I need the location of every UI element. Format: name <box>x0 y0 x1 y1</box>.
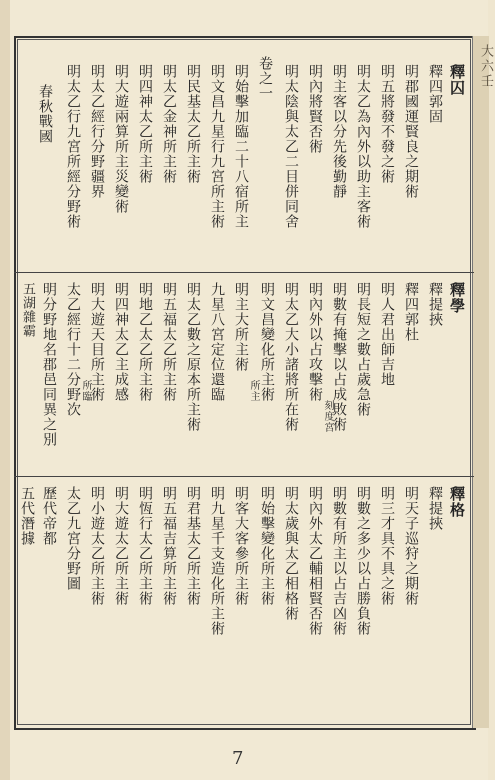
section1-col-6: 明太陰與太乙二目併同舍 <box>283 64 299 229</box>
section1-col-11: 明四神太乙所主術 <box>137 64 153 184</box>
section2-col-8: 明主大所主術 <box>233 282 249 372</box>
section2-col-3: 明長短之數占歲急術 <box>355 282 371 417</box>
section3-col-16: 歷代帝都 <box>41 486 57 546</box>
section2-col-14: 明大遊天目所主術 <box>89 282 105 402</box>
section3-col-5: 明內外太乙輔相賢否術 <box>307 486 323 636</box>
section3-col-7: 明始擊變化所主術 <box>259 486 275 606</box>
section2-heading: 釋學 <box>448 282 466 314</box>
section1-heading: 釋囚 <box>448 64 466 96</box>
section3-col-13: 明大遊太乙所主術 <box>113 486 129 606</box>
row-divider-1 <box>14 272 474 273</box>
section3-col-12: 明恆行太乙所主術 <box>137 486 153 606</box>
section2-note-b: 所主 <box>248 380 259 402</box>
section1-col-4: 明主客以分先後勤靜 <box>331 64 347 199</box>
section1-col-8: 明文昌九星行九宮所主術 <box>209 64 225 229</box>
section1-col-13: 明太乙經行分野疆界 <box>89 64 105 199</box>
section3-col-3: 明數之多少以占勝負術 <box>355 486 371 636</box>
section3-col-0: 釋提挾 <box>427 486 443 531</box>
section3-col-9: 明九星千支造化所主術 <box>209 486 225 636</box>
section2-col-6: 明太乙大小諸將所在術 <box>283 282 299 432</box>
spine-strip <box>472 36 489 728</box>
section3-col-2: 明三才具不具之術 <box>379 486 395 606</box>
section1-col-9: 明民基太乙所主術 <box>185 64 201 184</box>
section1-col-5: 明內將賢否術 <box>307 64 323 154</box>
section2-col-7: 明文昌變化所主術 <box>259 282 275 402</box>
section3-col-4: 明數有所主以占吉凶術 <box>331 486 347 636</box>
spine-title: 大六壬 <box>478 44 493 89</box>
section3-col-15: 太乙九宮分野圖 <box>65 486 81 591</box>
section2-col-12: 明地乙太乙所主術 <box>137 282 153 402</box>
section1-col-7: 明始擊加臨二十八宿所主 <box>233 64 249 229</box>
section3-col-17: 五代潛據 <box>19 486 35 546</box>
section1-col-15: 春秋戰國 <box>37 84 53 144</box>
section1-col-1: 明郡國運賢良之期術 <box>403 64 419 199</box>
binding-edge <box>0 0 10 780</box>
section2-col-2: 明人君出師吉地 <box>379 282 395 387</box>
section1-col-2: 明五將發不發之術 <box>379 64 395 184</box>
section2-col-17: 五湖雜霸 <box>20 282 35 338</box>
section2-col-1: 釋四郭杜 <box>403 282 419 342</box>
section2-col-4: 明數有掩擊以占成敗術 <box>331 282 347 432</box>
row-divider-2 <box>14 476 474 477</box>
section2-col-9: 九星八宮定位還臨 <box>209 282 225 402</box>
section3-col-6: 明太歲與太乙相格術 <box>283 486 299 621</box>
section3-col-8: 明客大客參所主術 <box>233 486 249 606</box>
section1-col-10: 明太乙金神所主術 <box>161 64 177 184</box>
section1-col-14: 明太乙行九宮所經分野術 <box>65 64 81 229</box>
section3-col-14: 明小遊太乙所主術 <box>89 486 105 606</box>
section2-note-c: 所臨 <box>80 380 91 402</box>
section2-note-a: 刻度宮 <box>322 400 333 433</box>
section2-col-10: 明太乙數之原本所主術 <box>185 282 201 432</box>
section3-col-11: 明五福吉算所主術 <box>161 486 177 606</box>
section2-col-11: 明五福太乙所主術 <box>161 282 177 402</box>
section3-heading: 釋格 <box>448 486 466 518</box>
section1-col-12: 明大遊兩算所主災變術 <box>113 64 129 214</box>
section1-col-0: 釋四郭固 <box>427 64 443 124</box>
section2-col-16: 明分野地名郡邑同異之別 <box>41 282 57 447</box>
section2-col-13: 明四神太乙主成感 <box>113 282 129 402</box>
page-number: 7 <box>232 748 244 769</box>
section2-col-15: 太乙經行十二分野次 <box>65 282 81 417</box>
section1-col-3: 明太乙為內外以助主客術 <box>355 64 371 229</box>
section3-col-1: 明天子巡狩之期術 <box>403 486 419 606</box>
section2-col-0: 釋提挾 <box>427 282 443 327</box>
section3-col-10: 明君基太乙所主術 <box>185 486 201 606</box>
juan-label: 卷之一 <box>257 56 273 101</box>
section2-col-5: 明內外以占攻擊術 <box>307 282 323 402</box>
